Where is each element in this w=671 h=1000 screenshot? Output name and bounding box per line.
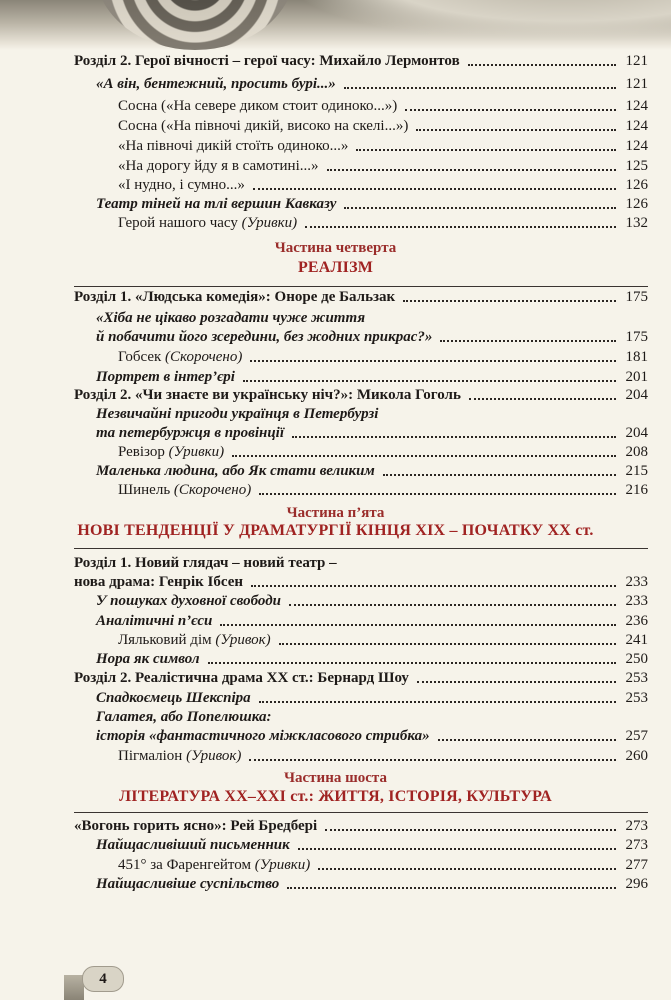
entry-label: Розділ 2. Герої вічності – герої часу: Михайло Лермонтов (74, 53, 460, 69)
toc-entry (96, 706, 648, 726)
entry-label: «Хіба не цікаво розгадати чуже життя (96, 310, 366, 326)
leader-dots (325, 829, 616, 831)
entry-label: Незвичайні пригоди українця в Петербурзі (96, 406, 379, 422)
toc-entry-title (96, 76, 336, 93)
entry-label: Розділ 2. Реалістична драма ХХ ст.: Бернард Шоу (74, 670, 409, 686)
toc-entry (96, 326, 648, 346)
toc-entry-title (96, 406, 378, 423)
toc-entry-title (96, 690, 251, 707)
entry-page-number: 257 (625, 728, 648, 744)
entry-label: Шинель (118, 482, 171, 498)
toc-entry-title (118, 98, 397, 115)
leader-dots (249, 759, 616, 761)
part6-title: ЛІТЕРАТУРА ХХ–ХХІ ст.: ЖИТТЯ, ІСТОРІЯ, КУЛЬТУРА (119, 788, 552, 805)
entry-page-number: 277 (625, 857, 648, 873)
entry-label: Портрет в інтер’єрі (96, 369, 235, 385)
toc-entry-title (118, 482, 251, 499)
entry-page-number: 273 (625, 818, 648, 834)
leader-dots (440, 340, 616, 342)
entry-page-number: 208 (625, 444, 648, 460)
toc-entry (96, 590, 648, 610)
leader-dots (417, 681, 616, 683)
entry-page-number: 204 (625, 387, 648, 403)
leader-dots (259, 701, 616, 703)
toc-entry-title (74, 818, 317, 835)
leader-dots (356, 149, 616, 151)
leader-dots (327, 169, 617, 171)
toc-entry (74, 667, 648, 687)
entry-note: (Уривки) (168, 444, 225, 460)
entry-page-number: 233 (625, 574, 648, 590)
toc-entry-title (96, 196, 336, 213)
entry-page-number: 132 (625, 215, 648, 231)
toc-entry-title (74, 387, 461, 404)
toc-entry (96, 725, 648, 745)
toc-entry-title (96, 593, 281, 610)
entry-label: У пошуках духовної свободи (96, 593, 281, 609)
entry-label: Герой нашого часу (118, 215, 238, 231)
leader-dots (208, 662, 616, 664)
section-rule (74, 548, 648, 549)
entry-label: Маленька людина, або Як стати великим (96, 463, 375, 479)
entry-page-number: 241 (625, 632, 648, 648)
entry-label: Найщасливіший письменник (96, 837, 290, 853)
toc-entry (74, 286, 648, 306)
entry-note: (Уривок) (186, 748, 242, 764)
section-rule (74, 812, 648, 813)
leader-dots (289, 604, 616, 606)
part6-label: Частина шоста (284, 770, 387, 786)
entry-label: історія «фантастичного міжкласового стрибка» (96, 728, 430, 744)
leader-dots (344, 87, 616, 89)
entry-label: нова драма: Генрік Ібсен (74, 574, 243, 590)
toc-entry (96, 73, 648, 93)
entry-page-number: 204 (625, 425, 648, 441)
entry-label: Ляльковий дім (118, 632, 212, 648)
toc-entry-title (74, 555, 337, 572)
toc-entry (118, 135, 648, 155)
section-rule (74, 286, 648, 287)
toc-entry (118, 174, 648, 194)
leader-dots (243, 380, 616, 382)
toc-entry (96, 648, 648, 668)
entry-page-number: 121 (625, 53, 648, 69)
entry-label: Театр тіней на тлі вершин Кавказу (96, 196, 337, 212)
part4-label: Частина четверта (274, 240, 397, 256)
toc-entry-title (96, 463, 375, 480)
part4-title: РЕАЛІЗМ (297, 259, 374, 276)
entry-note: (Скорочено) (165, 349, 243, 365)
toc-entry-title (118, 138, 348, 155)
leader-dots (251, 585, 616, 587)
leader-dots (405, 109, 616, 111)
entry-label: Розділ 2. «Чи знаєте ви українську ніч?»: Микола Гоголь (74, 387, 461, 403)
toc-entry (118, 212, 648, 232)
leader-dots (298, 848, 616, 850)
toc-entry (96, 460, 648, 480)
toc-entry (96, 873, 648, 893)
toc-entry (118, 155, 648, 175)
toc-entry-title (74, 53, 460, 70)
entry-label: Найщасливіше суспільство (96, 876, 280, 892)
leader-dots (305, 226, 616, 228)
toc-entry (96, 422, 648, 442)
entry-label: «На дорогу йду я в самотині...» (118, 158, 319, 174)
entry-label: «На півночі дикій стоїть одиноко...» (118, 138, 349, 154)
entry-label: Ревізор (118, 444, 165, 460)
toc-entry-title (74, 574, 243, 591)
entry-note: (Уривки) (241, 215, 298, 231)
entry-note: (Уривок) (215, 632, 271, 648)
entry-label: та петербуржця в провінції (96, 425, 284, 441)
entry-label: Галатея, або Попелюшка: (96, 709, 272, 725)
toc-entry (96, 687, 648, 707)
leader-dots (344, 207, 616, 209)
leader-dots (468, 64, 616, 66)
entry-page-number: 175 (625, 329, 648, 345)
entry-label: 451° за Фаренгейтом (118, 857, 251, 873)
entry-page-number: 253 (625, 690, 648, 706)
leader-dots (318, 868, 616, 870)
entry-label: Сосна («На севере диком стоит одиноко...») (118, 98, 398, 114)
entry-page-number: 181 (625, 349, 648, 365)
toc-entry-title (96, 651, 200, 668)
leader-dots (403, 300, 616, 302)
entry-label: Гобсек (118, 349, 162, 365)
entry-page-number: 260 (625, 748, 648, 764)
toc-entry (74, 50, 648, 70)
toc-entry-title (96, 876, 279, 893)
entry-label: «Вогонь горить ясно»: Рей Бредбері (74, 818, 318, 834)
toc-entry-title (96, 425, 284, 442)
toc-entry (74, 571, 648, 591)
toc-entry-title (118, 177, 245, 194)
toc-entry-title (118, 444, 224, 461)
entry-page-number: 250 (625, 651, 648, 667)
toc-entry (118, 115, 648, 135)
entry-label: Розділ 1. Новий глядач – новий театр – (74, 555, 337, 571)
leader-dots (287, 887, 616, 889)
leader-dots (253, 188, 616, 190)
toc-entry-title (96, 837, 290, 854)
entry-page-number: 124 (625, 138, 648, 154)
toc-entry (118, 854, 648, 874)
entry-page-number: 121 (625, 76, 648, 92)
entry-page-number: 124 (625, 98, 648, 114)
toc-entry (96, 610, 648, 630)
toc-entry (118, 629, 648, 649)
toc-entry-title (96, 709, 271, 726)
toc-entry-title (96, 613, 212, 630)
entry-label: Спадкоємець Шекспіра (96, 690, 251, 706)
entry-page-number: 124 (625, 118, 648, 134)
toc-entry-title (96, 728, 430, 745)
entry-label: Сосна («На півночі дикій, високо на скелі...») (118, 118, 409, 134)
leader-dots (292, 436, 616, 438)
entry-page-number: 215 (625, 463, 648, 479)
entry-page-number: 126 (625, 177, 648, 193)
toc-entry-title (96, 310, 365, 327)
toc-entry (96, 307, 648, 327)
toc-entry-title (118, 158, 319, 175)
entry-page-number: 253 (625, 670, 648, 686)
leader-dots (416, 129, 616, 131)
toc-entry-title (74, 670, 409, 687)
toc-entry-title (118, 632, 271, 649)
leader-dots (469, 398, 616, 400)
entry-page-number: 236 (625, 613, 648, 629)
leader-dots (438, 739, 616, 741)
toc-entry-title (74, 289, 395, 306)
toc-entry (96, 834, 648, 854)
toc-entry (118, 95, 648, 115)
entry-page-number: 201 (625, 369, 648, 385)
entry-label: Розділ 1. «Людська комедія»: Оноре де Бальзак (74, 289, 396, 305)
entry-label: Нора як символ (96, 651, 200, 667)
entry-label: Аналітичні п’єси (96, 613, 213, 629)
part5-label: Частина п’ята (286, 505, 385, 521)
entry-note: (Уривки) (254, 857, 311, 873)
leader-dots (250, 360, 616, 362)
leader-dots (383, 474, 616, 476)
toc-entry (96, 366, 648, 386)
leader-dots (232, 455, 616, 457)
toc-entry-title (118, 349, 242, 366)
toc-entry (118, 745, 648, 765)
leader-dots (220, 624, 616, 626)
entry-page-number: 216 (625, 482, 648, 498)
entry-page-number: 175 (625, 289, 648, 305)
entry-label: й побачити його зсередини, без жодних прикрас?» (96, 329, 433, 345)
toc-entry-title (96, 329, 432, 346)
toc-entry (74, 552, 648, 572)
leader-dots (259, 493, 616, 495)
part5-title: НОВІ ТЕНДЕНЦІЇ У ДРАМАТУРГІЇ КІНЦЯ ХІХ – ПОЧАТКУ ХХ ст. (77, 522, 594, 539)
entry-label: Пігмаліон (118, 748, 183, 764)
page-number: 4 (82, 966, 124, 992)
toc-entry (96, 193, 648, 213)
toc-entry (74, 384, 648, 404)
toc-entry (118, 346, 648, 366)
entry-label: «І нудно, і сумно...» (118, 177, 245, 193)
entry-label: «А він, бентежний, просить бурі...» (96, 76, 336, 92)
toc-entry-title (118, 118, 408, 135)
toc-entry (96, 403, 648, 423)
entry-note: (Скорочено) (173, 482, 252, 498)
entry-page-number: 273 (625, 837, 648, 853)
toc-entry (118, 441, 648, 461)
toc-entry (74, 815, 648, 835)
entry-page-number: 296 (625, 876, 648, 892)
toc-entry-title (118, 215, 297, 232)
footer-decoration (64, 975, 84, 1000)
toc-entry-title (118, 748, 241, 765)
leader-dots (279, 643, 616, 645)
toc-entry-title (118, 857, 310, 874)
entry-page-number: 126 (625, 196, 648, 212)
entry-page-number: 233 (625, 593, 648, 609)
toc-entry (118, 479, 648, 499)
entry-page-number: 125 (625, 158, 648, 174)
